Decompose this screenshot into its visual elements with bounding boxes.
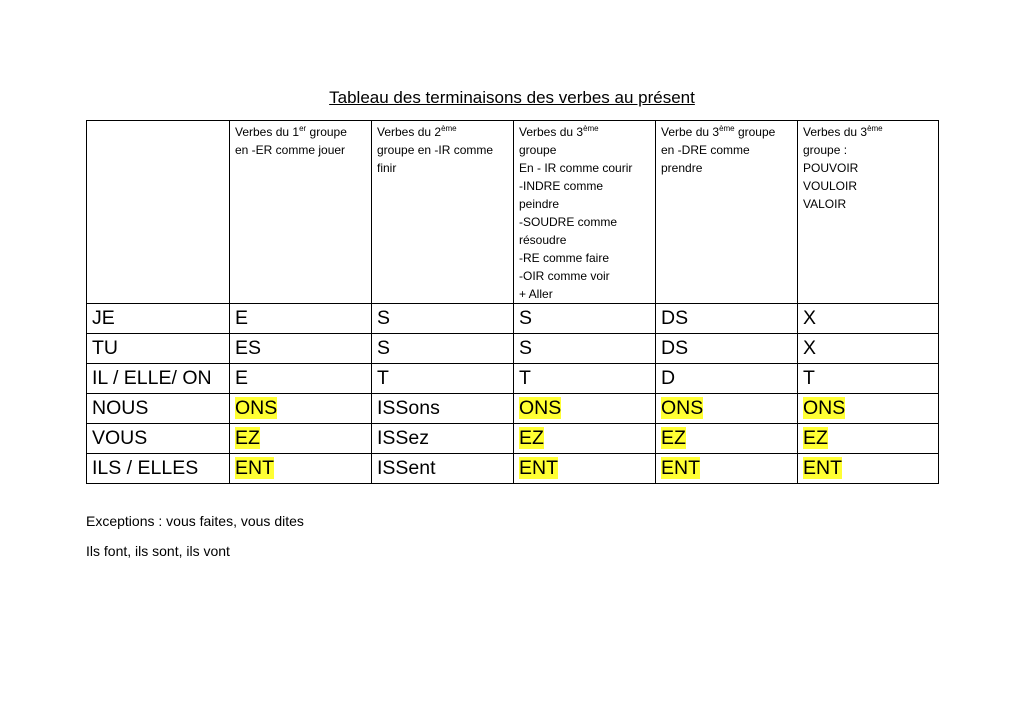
header-cell bbox=[230, 121, 372, 304]
header-cell bbox=[514, 121, 656, 304]
ending-text: T bbox=[803, 367, 815, 389]
header-cell bbox=[656, 121, 798, 304]
ending-text: ENT bbox=[661, 457, 700, 479]
header-line bbox=[519, 195, 650, 213]
ending-text: S bbox=[377, 337, 391, 359]
header-superscript: ème bbox=[719, 124, 735, 133]
conjugation-table bbox=[86, 120, 939, 484]
header-line bbox=[377, 141, 508, 159]
ending-cell bbox=[230, 334, 372, 364]
ending-cell bbox=[372, 454, 514, 484]
header-corner-cell bbox=[87, 121, 230, 304]
header-line bbox=[519, 123, 650, 141]
ending-cell bbox=[230, 394, 372, 424]
header-text: Verbes du 2 bbox=[377, 125, 442, 139]
header-text: VALOIR bbox=[803, 197, 847, 211]
header-text: résoudre bbox=[519, 233, 567, 247]
header-superscript: ème bbox=[867, 124, 883, 133]
ending-text: X bbox=[803, 307, 817, 329]
table-row bbox=[87, 454, 939, 484]
header-line bbox=[519, 249, 650, 267]
header-text: -INDRE comme bbox=[519, 179, 604, 193]
ending-text: EZ bbox=[235, 427, 260, 449]
ending-cell bbox=[514, 334, 656, 364]
exceptions-note: Exceptions : vous faites, vous dites bbox=[86, 513, 304, 529]
ending-text: ONS bbox=[803, 397, 846, 419]
pronoun-cell: NOUS bbox=[87, 394, 230, 424]
header-line bbox=[803, 159, 933, 177]
ending-text: ISSez bbox=[377, 427, 430, 449]
ending-text: EZ bbox=[803, 427, 828, 449]
header-line bbox=[519, 213, 650, 231]
header-line bbox=[235, 123, 366, 141]
ending-text: E bbox=[235, 367, 249, 389]
ending-cell bbox=[656, 394, 798, 424]
page-title: Tableau des terminaisons des verbes au présent bbox=[329, 88, 695, 107]
header-text: -SOUDRE comme bbox=[519, 215, 618, 229]
ending-cell bbox=[230, 454, 372, 484]
header-text: Verbes du 3 bbox=[803, 125, 868, 139]
ending-text: ISSent bbox=[377, 457, 436, 479]
header-text: prendre bbox=[661, 161, 703, 175]
header-line bbox=[803, 177, 933, 195]
ending-text: S bbox=[377, 307, 391, 329]
ending-text: T bbox=[377, 367, 389, 389]
header-superscript: er bbox=[299, 124, 307, 133]
header-line bbox=[803, 141, 933, 159]
header-text: + Aller bbox=[519, 287, 553, 301]
table-row bbox=[87, 334, 939, 364]
pronoun-cell: IL / ELLE/ ON bbox=[87, 364, 230, 394]
table-row bbox=[87, 304, 939, 334]
table-row bbox=[87, 394, 939, 424]
ending-text: X bbox=[803, 337, 817, 359]
ending-cell bbox=[656, 334, 798, 364]
header-text: -OIR comme voir bbox=[519, 269, 610, 283]
header-line bbox=[519, 159, 650, 177]
header-text: En - IR comme courir bbox=[519, 161, 633, 175]
pronoun-cell: VOUS bbox=[87, 424, 230, 454]
header-text: VOULOIR bbox=[803, 179, 858, 193]
header-superscript: ème bbox=[583, 124, 599, 133]
header-cell bbox=[372, 121, 514, 304]
ending-text: ONS bbox=[661, 397, 704, 419]
ending-cell bbox=[372, 424, 514, 454]
header-text: groupe en -IR comme bbox=[377, 143, 494, 157]
ending-text: ENT bbox=[235, 457, 274, 479]
ending-cell bbox=[798, 454, 939, 484]
ending-cell bbox=[514, 454, 656, 484]
pronoun-cell: ILS / ELLES bbox=[87, 454, 230, 484]
header-text: Verbes du 3 bbox=[519, 125, 584, 139]
ending-cell bbox=[798, 364, 939, 394]
ending-text: EZ bbox=[519, 427, 544, 449]
ending-text: DS bbox=[661, 307, 689, 329]
ending-cell bbox=[372, 334, 514, 364]
header-cell bbox=[798, 121, 939, 304]
header-superscript: ème bbox=[441, 124, 457, 133]
ending-cell bbox=[514, 364, 656, 394]
ending-cell bbox=[514, 424, 656, 454]
header-text: finir bbox=[377, 161, 397, 175]
ending-text: S bbox=[519, 307, 533, 329]
ending-cell bbox=[798, 424, 939, 454]
ending-cell bbox=[372, 394, 514, 424]
header-text: peindre bbox=[519, 197, 560, 211]
header-text: Verbes du 1 bbox=[235, 125, 300, 139]
ending-cell bbox=[372, 304, 514, 334]
header-text: groupe bbox=[734, 125, 776, 139]
ending-cell bbox=[514, 304, 656, 334]
table-row bbox=[87, 364, 939, 394]
ending-cell bbox=[656, 454, 798, 484]
header-text: en -ER comme jouer bbox=[235, 143, 346, 157]
ending-cell bbox=[230, 364, 372, 394]
ending-cell bbox=[656, 304, 798, 334]
ending-cell bbox=[656, 424, 798, 454]
ending-cell bbox=[798, 304, 939, 334]
header-line bbox=[519, 285, 650, 303]
ending-cell bbox=[230, 424, 372, 454]
header-line bbox=[661, 141, 792, 159]
ending-cell bbox=[798, 334, 939, 364]
header-line bbox=[803, 195, 933, 213]
header-text: groupe : bbox=[803, 143, 848, 157]
ending-cell bbox=[798, 394, 939, 424]
ending-text: DS bbox=[661, 337, 689, 359]
ending-text: ISSons bbox=[377, 397, 440, 419]
header-line bbox=[235, 141, 366, 159]
pronoun-cell: JE bbox=[87, 304, 230, 334]
header-text: groupe bbox=[519, 143, 557, 157]
ending-text: S bbox=[519, 337, 533, 359]
header-line bbox=[377, 123, 508, 141]
header-row bbox=[87, 121, 939, 304]
ending-cell bbox=[656, 364, 798, 394]
ending-text: ENT bbox=[803, 457, 842, 479]
header-line bbox=[803, 123, 933, 141]
header-text: POUVOIR bbox=[803, 161, 859, 175]
ending-text: D bbox=[661, 367, 676, 389]
header-line bbox=[661, 123, 792, 141]
ending-text: EZ bbox=[661, 427, 686, 449]
ending-cell bbox=[514, 394, 656, 424]
header-line bbox=[519, 231, 650, 249]
pronoun-cell: TU bbox=[87, 334, 230, 364]
ending-text: ENT bbox=[519, 457, 558, 479]
ending-text: E bbox=[235, 307, 249, 329]
header-line bbox=[519, 177, 650, 195]
header-line bbox=[661, 159, 792, 177]
header-line bbox=[377, 159, 508, 177]
ending-text: ES bbox=[235, 337, 262, 359]
irregular-verbs-note: Ils font, ils sont, ils vont bbox=[86, 543, 230, 559]
header-text: groupe bbox=[306, 125, 347, 139]
header-text: -RE comme faire bbox=[519, 251, 610, 265]
header-text: en -DRE comme bbox=[661, 143, 750, 157]
ending-cell bbox=[230, 304, 372, 334]
ending-cell bbox=[372, 364, 514, 394]
header-line bbox=[519, 267, 650, 285]
header-line bbox=[519, 141, 650, 159]
header-text: Verbe du 3 bbox=[661, 125, 720, 139]
ending-text: T bbox=[519, 367, 531, 389]
table-row bbox=[87, 424, 939, 454]
ending-text: ONS bbox=[235, 397, 278, 419]
ending-text: ONS bbox=[519, 397, 562, 419]
